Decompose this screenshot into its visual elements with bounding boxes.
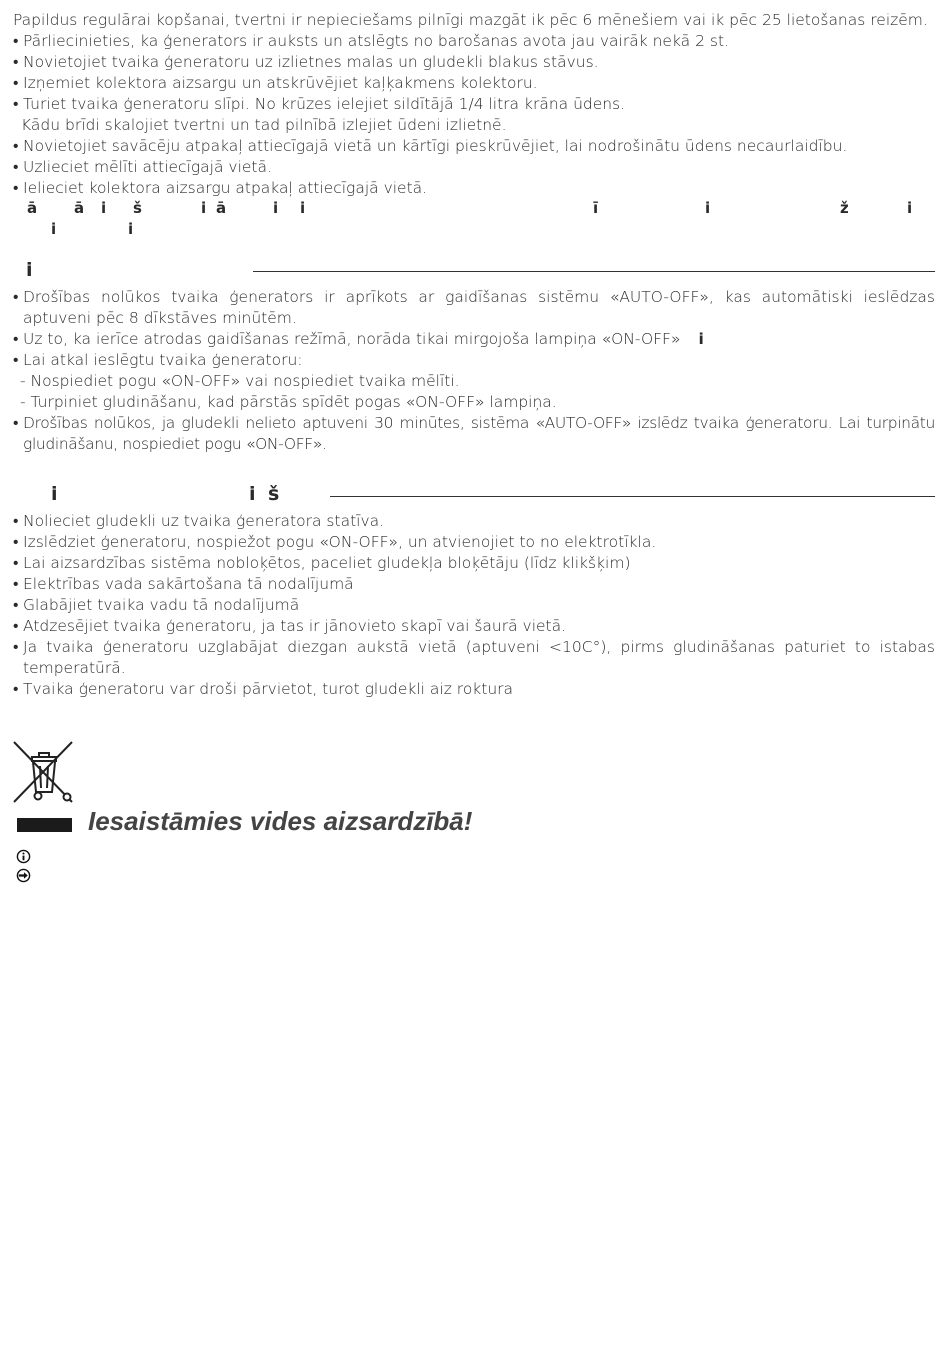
text-fragment: i (698, 330, 704, 348)
text-fragment: ā (74, 199, 85, 217)
text-fragment: i (101, 199, 107, 217)
info-circle-icon (16, 849, 31, 864)
cleaning-step: • Turiet tvaika ģeneratoru slīpi. No krūzes ielejiet sildītājā 1/4 litra krāna ūdens. (13, 94, 935, 115)
cleaning-intro: Papildus regulārai kopšanai, tvertni ir nepieciešams pilnīgi mazgāt ik pēc 6 mēnešiem vai ik pēc 25 lietošanas reizēm. (13, 11, 928, 29)
storage-item: • Glabājiet tvaika vadu tā nodalījumā (13, 595, 935, 616)
storage-item: • Nolieciet gludekli uz tvaika ģeneratora statīva. (13, 511, 935, 532)
cleaning-step: • Novietojiet tvaika ģeneratoru uz izlietnes malas un gludekli blakus stāvus. (13, 52, 935, 73)
environment-title: Iesaistāmies vides aizsardzībā! (88, 806, 473, 836)
auto-off-item: • Drošības nolūkos tvaika ģenerators ir aprīkots ar gaidīšanas sistēmu «AUTO-OFF», kas automātiski ieslēdzas aptuveni pēc 8 dīkstāves minūtēm. (13, 287, 935, 329)
text-fragment: i (51, 220, 57, 238)
text-fragment: i (201, 199, 207, 217)
text-fragment: ž (840, 199, 849, 217)
storage-item: • Lai aizsardzības sistēma nobloķētos, paceliet gludekļa bloķētāju (līdz klikšķim) (13, 553, 935, 574)
text-fragment: i (273, 199, 279, 217)
text-fragment: i (705, 199, 711, 217)
text-fragment: i (907, 199, 913, 217)
storage-item: • Ja tvaika ģeneratoru uzglabājat diezgan aukstā vietā (aptuveni <10C°), pirms gludināšanas paturiet to istabas temperatūrā. (13, 637, 935, 679)
symbol-bar (17, 818, 72, 832)
text-fragment: i (300, 199, 306, 217)
text-fragment: ā (216, 199, 227, 217)
cleaning-step: • Novietojiet savācēju atpakaļ attiecīgajā vietā un kārtīgi pieskrūvējiet, lai nodrošinātu ūdens necaurlaidību. (13, 136, 935, 157)
cleaning-step: • Uzlieciet mēlīti attiecīgajā vietā. (13, 157, 935, 178)
storage-item: • Atdzesējiet tvaika ģeneratoru, ja tas ir jānovieto skapī vai šaurā vietā. (13, 616, 935, 637)
heading-fragment: i (26, 259, 33, 281)
auto-off-item-text: Uz to, ka ierīce atrodas gaidīšanas režīmā, norāda tikai mirgojoša lampiņa «ON-OFF» (23, 330, 681, 348)
auto-off-item: • Drošības nolūkos, ja gludekli nelieto aptuveni 30 minūtes, sistēma «AUTO-OFF» izslēdz tvaika ģeneratoru. Lai turpinātu gludināšanu, nospiediet pogu «ON-OFF». (13, 413, 935, 455)
fragment-row (13, 220, 935, 241)
text-fragment: ī (593, 199, 599, 217)
storage-item: • Elektrības vada sakārtošana tā nodalījumā (13, 574, 935, 595)
auto-off-item: • Lai atkal ieslēgtu tvaika ģeneratoru: (13, 350, 935, 371)
auto-off-subitem: - Nospiediet pogu «ON-OFF» vai nospiediet tvaika mēlīti. (20, 372, 460, 390)
cleaning-step-continued: Kādu brīdi skalojiet tvertni un tad pilnībā izlejiet ūdeni izlietnē. (21, 116, 507, 134)
cleaning-step: • Ielieciet kolektora aizsargu atpakaļ attiecīgajā vietā. (13, 178, 935, 199)
weee-crossed-bin-icon (12, 740, 74, 804)
fragment-row (13, 199, 935, 220)
text-fragment: š (133, 199, 142, 217)
text-fragment: ā (27, 199, 38, 217)
arrow-circle-icon (16, 868, 31, 883)
cleaning-step: • Izņemiet kolektora aizsargu un atskrūvējiet kaļķakmens kolektoru. (13, 73, 935, 94)
heading-rule (253, 271, 935, 272)
auto-off-item (13, 329, 935, 350)
manual-page (13, 10, 935, 700)
heading-rule (330, 496, 935, 497)
text-fragment: i (128, 220, 134, 238)
storage-heading (13, 483, 935, 511)
cleaning-step: • Pārliecinieties, ka ģenerators ir auksts un atslēgts no barošanas avota jau vairāk nekā 2 st. (13, 31, 935, 52)
auto-off-subitem: - Turpiniet gludināšanu, kad pārstās spīdēt pogas «ON-OFF» lampiņa. (20, 393, 557, 411)
auto-off-heading (13, 259, 935, 287)
storage-item: • Izslēdziet ģeneratoru, nospiežot pogu «ON-OFF», un atvienojiet to no elektrotīkla. (13, 532, 935, 553)
heading-fragment: i (51, 483, 58, 505)
heading-fragment: i (249, 483, 256, 505)
heading-fragment: š (268, 483, 280, 505)
storage-item: • Tvaika ģeneratoru var droši pārvietot, turot gludekli aiz roktura (13, 679, 935, 700)
